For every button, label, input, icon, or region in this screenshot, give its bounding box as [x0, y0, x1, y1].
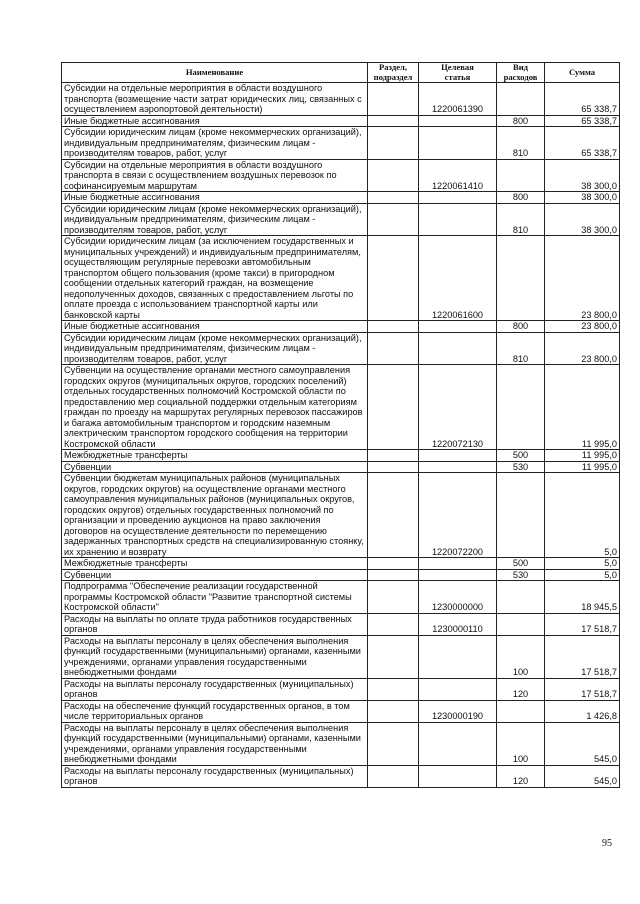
row-name-cell: Субсидии юридическим лицам (за исключением государственных и муниципальных учреждений) и индивидуальным предпринимателям, осуществляющим регулярные перевозки автомобильным транспортом общего пользования (кроме такси) в пригородном сообщении отдельных категорий граждан, на возмещение недополученных доходов, связанных с предоставлением льготы по оплате проезда с использованием транспортной карты или банковской карты: [62, 236, 368, 321]
row-type-cell: 120: [497, 678, 545, 700]
row-name-cell: Расходы на выплаты персоналу государственных (муниципальных) органов: [62, 678, 368, 700]
row-target-cell: [419, 450, 497, 462]
row-section-cell: [368, 450, 419, 462]
row-target-cell: [419, 558, 497, 570]
table-row: [62, 558, 620, 570]
row-sum-cell: 38 300,0: [545, 203, 620, 236]
row-target-cell: [419, 765, 497, 787]
row-name-cell: Субвенции на осуществление органами местного самоуправления городских округов (муниципальных округов, городских поселений) отдельных государственных полномочий Костромской области по предоставлению мер социальной поддержки отдельным категориям граждан по проезду на маршрутах регулярных перевозок пассажиров и багажа автомобильным транспортом и городским наземным электрическим транспортом городского сообщения на территории Костромской области: [62, 365, 368, 450]
row-type-cell: [497, 700, 545, 722]
row-target-cell: [419, 127, 497, 160]
row-section-cell: [368, 613, 419, 635]
row-target-cell: [419, 678, 497, 700]
row-name-cell: Расходы на выплаты персоналу в целях обеспечения выполнения функций государственными (муниципальными) органами, казенными учреждениями, органами управления государственными внебюджетными фондами: [62, 722, 368, 765]
row-type-cell: 500: [497, 450, 545, 462]
row-section-cell: [368, 722, 419, 765]
row-target-cell: 1230000000: [419, 581, 497, 614]
row-section-cell: [368, 192, 419, 204]
row-type-cell: [497, 613, 545, 635]
row-sum-cell: 11 995,0: [545, 461, 620, 473]
row-type-cell: [497, 365, 545, 450]
row-name-cell: Расходы на выплаты по оплате труда работников государственных органов: [62, 613, 368, 635]
row-target-cell: 1220072130: [419, 365, 497, 450]
header-target: Целевая статья: [419, 63, 497, 83]
row-section-cell: [368, 83, 419, 116]
table-row: [62, 115, 620, 127]
row-type-cell: [497, 83, 545, 116]
table-row: [62, 321, 620, 333]
row-section-cell: [368, 321, 419, 333]
row-type-cell: 100: [497, 722, 545, 765]
row-target-cell: 1220061390: [419, 83, 497, 116]
row-target-cell: [419, 115, 497, 127]
row-target-cell: 1220072200: [419, 473, 497, 558]
page-number: 95: [602, 838, 612, 849]
row-name-cell: Межбюджетные трансферты: [62, 558, 368, 570]
row-type-cell: 800: [497, 321, 545, 333]
header-section: Раздел, подраздел: [368, 63, 419, 83]
row-type-cell: 530: [497, 569, 545, 581]
row-name-cell: Расходы на выплаты персоналу в целях обеспечения выполнения функций государственными (муниципальными) органами, казенными учреждениями, органами управления государственными внебюджетными фондами: [62, 635, 368, 678]
table-row: [62, 127, 620, 160]
row-section-cell: [368, 473, 419, 558]
budget-table: [61, 62, 620, 788]
row-name-cell: Субсидии юридическим лицам (кроме некоммерческих организаций), индивидуальным предпринимателям, физическим лицам - производителям товаров, работ, услуг: [62, 203, 368, 236]
row-sum-cell: 17 518,7: [545, 613, 620, 635]
row-target-cell: [419, 192, 497, 204]
row-name-cell: Иные бюджетные ассигнования: [62, 321, 368, 333]
row-section-cell: [368, 203, 419, 236]
row-target-cell: 1230000190: [419, 700, 497, 722]
row-sum-cell: 545,0: [545, 722, 620, 765]
row-type-cell: [497, 236, 545, 321]
row-section-cell: [368, 332, 419, 365]
row-type-cell: 120: [497, 765, 545, 787]
row-sum-cell: 1 426,8: [545, 700, 620, 722]
row-sum-cell: 11 995,0: [545, 365, 620, 450]
table-row: [62, 332, 620, 365]
row-section-cell: [368, 765, 419, 787]
table-row: [62, 613, 620, 635]
row-sum-cell: 17 518,7: [545, 678, 620, 700]
row-sum-cell: 23 800,0: [545, 321, 620, 333]
row-name-cell: Иные бюджетные ассигнования: [62, 192, 368, 204]
row-sum-cell: 38 300,0: [545, 159, 620, 192]
table-row: [62, 700, 620, 722]
row-name-cell: Субсидии юридическим лицам (кроме некоммерческих организаций), индивидуальным предпринимателям, физическим лицам - производителям товаров, работ, услуг: [62, 127, 368, 160]
row-target-cell: [419, 569, 497, 581]
row-type-cell: 800: [497, 115, 545, 127]
row-target-cell: [419, 321, 497, 333]
header-sum: Сумма: [545, 63, 620, 83]
table-row: [62, 83, 620, 116]
row-section-cell: [368, 365, 419, 450]
row-name-cell: Субвенции: [62, 569, 368, 581]
row-name-cell: Субсидии юридическим лицам (кроме некоммерческих организаций), индивидуальным предпринимателям, физическим лицам - производителям товаров, работ, услуг: [62, 332, 368, 365]
table-row: [62, 159, 620, 192]
table-row: [62, 635, 620, 678]
row-name-cell: Субсидии на отдельные мероприятия в области воздушного транспорта в связи с осуществлением воздушных перевозок по софинансируемым маршрутам: [62, 159, 368, 192]
row-sum-cell: 23 800,0: [545, 236, 620, 321]
budget-page: [61, 62, 619, 788]
row-section-cell: [368, 558, 419, 570]
row-name-cell: Субвенции: [62, 461, 368, 473]
row-target-cell: 1220061410: [419, 159, 497, 192]
row-name-cell: Субвенции бюджетам муниципальных районов (муниципальных округов, городских округов) на осуществление органами местного самоуправления муниципальных районов (муниципальных округов, городских округов) отдельных государственных полномочий по организации и проведению аукционов на право заключения договоров на осуществление деятельности по перемещению задержанных транспортных средств на специализированную стоянку, их хранению и возврату: [62, 473, 368, 558]
row-section-cell: [368, 635, 419, 678]
row-sum-cell: 23 800,0: [545, 332, 620, 365]
table-row: [62, 581, 620, 614]
row-type-cell: 500: [497, 558, 545, 570]
table-row: [62, 203, 620, 236]
row-name-cell: Расходы на обеспечение функций государственных органов, в том числе территориальных органов: [62, 700, 368, 722]
row-name-cell: Субсидии на отдельные мероприятия в области воздушного транспорта (возмещение части затрат юридических лиц, связанных с осуществлением аэропортовой деятельности): [62, 83, 368, 116]
row-name-cell: Подпрограмма "Обеспечение реализации государственной программы Костромской области "Развитие транспортной системы Костромской области": [62, 581, 368, 614]
row-type-cell: [497, 159, 545, 192]
row-section-cell: [368, 236, 419, 321]
row-sum-cell: 5,0: [545, 558, 620, 570]
header-type: Вид расходов: [497, 63, 545, 83]
row-target-cell: [419, 722, 497, 765]
row-sum-cell: 17 518,7: [545, 635, 620, 678]
row-target-cell: [419, 203, 497, 236]
row-sum-cell: 38 300,0: [545, 192, 620, 204]
row-target-cell: [419, 461, 497, 473]
row-sum-cell: 5,0: [545, 473, 620, 558]
row-section-cell: [368, 115, 419, 127]
row-type-cell: [497, 581, 545, 614]
table-row: [62, 569, 620, 581]
row-section-cell: [368, 700, 419, 722]
row-target-cell: 1220061600: [419, 236, 497, 321]
row-sum-cell: 18 945,5: [545, 581, 620, 614]
row-type-cell: 810: [497, 127, 545, 160]
table-row: [62, 236, 620, 321]
row-name-cell: Расходы на выплаты персоналу государственных (муниципальных) органов: [62, 765, 368, 787]
row-section-cell: [368, 581, 419, 614]
row-type-cell: [497, 473, 545, 558]
table-row: [62, 192, 620, 204]
row-sum-cell: 5,0: [545, 569, 620, 581]
row-sum-cell: 65 338,7: [545, 83, 620, 116]
row-sum-cell: 65 338,7: [545, 115, 620, 127]
row-type-cell: 530: [497, 461, 545, 473]
header-name: Наименование: [62, 63, 368, 83]
row-target-cell: 1230000110: [419, 613, 497, 635]
row-name-cell: Межбюджетные трансферты: [62, 450, 368, 462]
row-type-cell: 810: [497, 203, 545, 236]
row-type-cell: 800: [497, 192, 545, 204]
table-row: [62, 765, 620, 787]
row-section-cell: [368, 678, 419, 700]
table-row: [62, 450, 620, 462]
row-section-cell: [368, 159, 419, 192]
table-row: [62, 678, 620, 700]
row-type-cell: 810: [497, 332, 545, 365]
row-section-cell: [368, 569, 419, 581]
row-sum-cell: 11 995,0: [545, 450, 620, 462]
table-header-row: [62, 63, 620, 83]
row-section-cell: [368, 461, 419, 473]
table-row: [62, 365, 620, 450]
row-target-cell: [419, 332, 497, 365]
row-section-cell: [368, 127, 419, 160]
row-type-cell: 100: [497, 635, 545, 678]
table-row: [62, 461, 620, 473]
row-sum-cell: 65 338,7: [545, 127, 620, 160]
row-target-cell: [419, 635, 497, 678]
table-row: [62, 473, 620, 558]
row-sum-cell: 545,0: [545, 765, 620, 787]
row-name-cell: Иные бюджетные ассигнования: [62, 115, 368, 127]
table-row: [62, 722, 620, 765]
